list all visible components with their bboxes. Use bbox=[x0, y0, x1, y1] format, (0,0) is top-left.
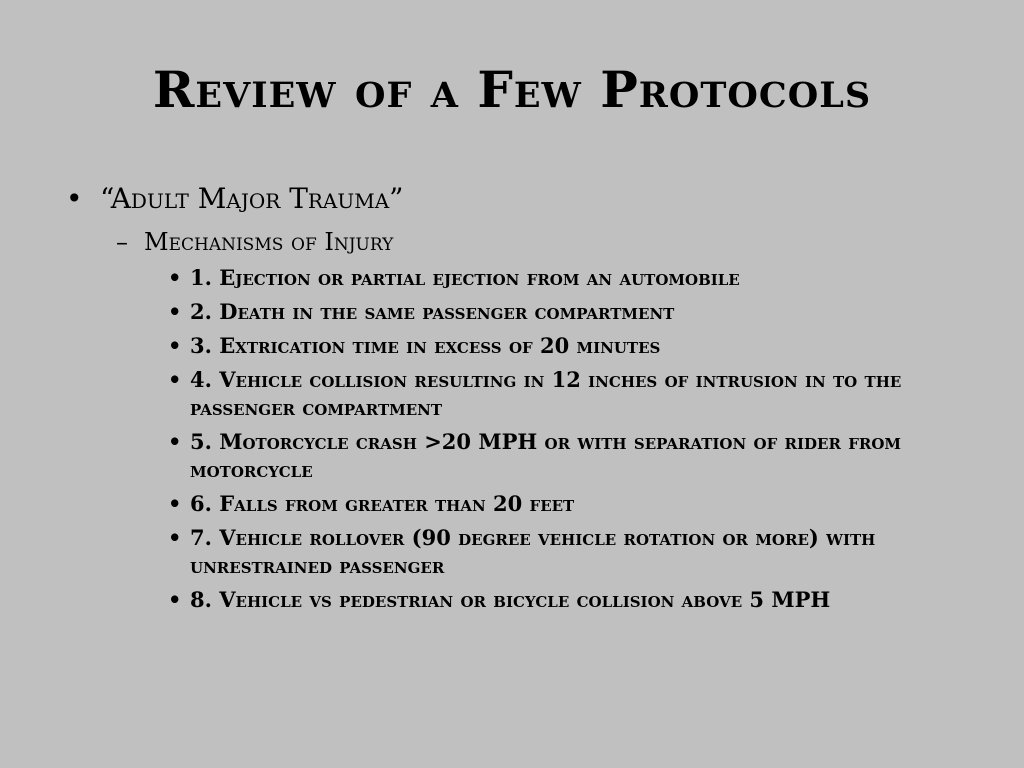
list-item-text: 1. Ejection or partial ejection from an automobile bbox=[190, 265, 740, 290]
mechanism-list bbox=[168, 264, 968, 620]
list-item-text: 8. Vehicle vs pedestrian or bicycle collision above 5 MPH bbox=[190, 587, 831, 612]
list-item-text: 5. Motorcycle crash >20 MPH or with separation of rider from motorcycle bbox=[190, 429, 902, 482]
list-item-text: 7. Vehicle rollover (90 degree vehicle rotation or more) with unrestrained passenger bbox=[190, 525, 876, 578]
list-bullet: • bbox=[168, 429, 182, 454]
list-item-text: 4. Vehicle collision resulting in 12 inches of intrusion in to the passenger compartment bbox=[190, 367, 902, 420]
list-bullet: • bbox=[168, 525, 182, 550]
slide-title: Review of a Few Protocols bbox=[152, 60, 872, 119]
level2-item bbox=[116, 228, 393, 257]
list-bullet: • bbox=[168, 299, 182, 324]
level2-text: Mechanisms of Injury bbox=[144, 228, 394, 256]
list-item bbox=[168, 332, 968, 360]
list-bullet: • bbox=[168, 367, 182, 392]
list-bullet: • bbox=[168, 333, 182, 358]
list-item bbox=[168, 264, 968, 292]
list-item-text: 3. Extrication time in excess of 20 minutes bbox=[190, 333, 661, 358]
list-item bbox=[168, 490, 968, 518]
list-item bbox=[168, 586, 968, 614]
level2-dash: – bbox=[116, 228, 128, 256]
list-item bbox=[168, 298, 968, 326]
list-item-text: 2. Death in the same passenger compartment bbox=[190, 299, 675, 324]
list-item bbox=[168, 366, 968, 422]
level1-bullet: • bbox=[66, 182, 83, 215]
list-item-text: 6. Falls from greater than 20 feet bbox=[190, 491, 575, 516]
list-bullet: • bbox=[168, 265, 182, 290]
list-item bbox=[168, 524, 968, 580]
level1-item bbox=[66, 182, 403, 216]
level1-text: “Adult Major Trauma” bbox=[100, 182, 404, 215]
list-item bbox=[168, 428, 968, 484]
list-bullet: • bbox=[168, 587, 182, 612]
list-bullet: • bbox=[168, 491, 182, 516]
